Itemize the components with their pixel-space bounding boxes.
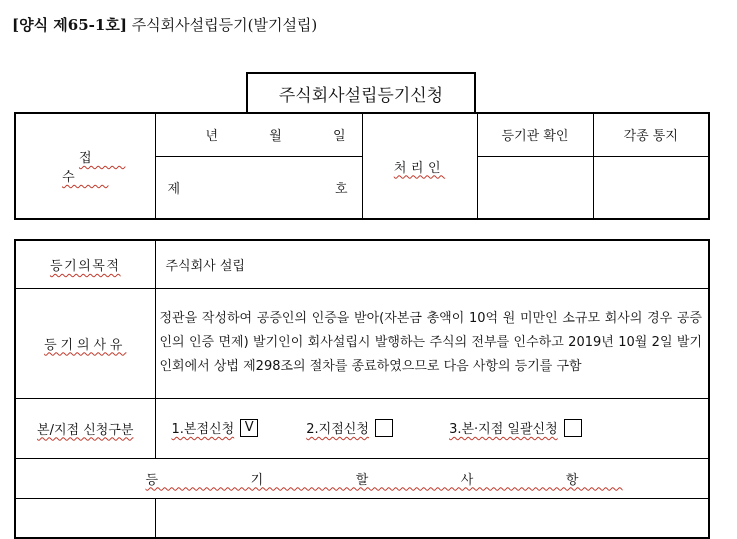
- option-both[interactable]: [449, 418, 582, 439]
- matters-label-cell: [15, 498, 155, 538]
- option-branch-office[interactable]: [306, 418, 393, 439]
- branch-label: 본/지점 신청구분: [37, 422, 134, 438]
- number-suffix: 호: [334, 181, 348, 197]
- form-code-number: [양식 제65-1호]: [12, 16, 127, 34]
- form-code-title: 주식회사설립등기(발기설립): [126, 16, 318, 34]
- option-branch-office-label: 2.지점신청: [306, 421, 369, 437]
- option-head-office[interactable]: [172, 418, 259, 439]
- option-both-label: 3.본·지점 일괄신청: [449, 421, 558, 437]
- option-head-office-checkbox[interactable]: V: [240, 419, 258, 437]
- processor-label: 처리인: [393, 160, 446, 176]
- purpose-label-cell: [15, 240, 155, 288]
- cause-label-cell: [15, 288, 155, 398]
- option-branch-office-checkbox[interactable]: [375, 419, 393, 437]
- number-prefix: 제: [167, 181, 181, 197]
- notifications-cell[interactable]: [593, 156, 709, 219]
- day-label: 일: [332, 129, 346, 145]
- application-table: [14, 239, 710, 539]
- matters-header-cell: [15, 458, 709, 498]
- receipt-table: [14, 112, 710, 220]
- cause-value: 정관을 작성하여 공증인의 인증을 받아(자본금 총액이 10억 원 미만인 소규모 회사의 경우 공증인의 인증 면제) 발기인이 회사설립시 발행하는 주식의 전부를 인수하고 2019년 10월 2일 발기인회에서 상법 제298조의 절차를 종료하였으므로 다음 사항의 등기를 구함: [159, 311, 702, 374]
- registrar-check-cell[interactable]: [477, 156, 593, 219]
- month-label: 월: [269, 129, 282, 145]
- cause-label: 등기의사유: [44, 337, 127, 353]
- receipt-label: 접 수: [62, 151, 126, 185]
- option-head-office-label: 1.본점신청: [171, 421, 235, 437]
- receipt-label-cell: [15, 113, 155, 219]
- receipt-number-cell[interactable]: [155, 156, 362, 219]
- matters-value-cell[interactable]: [155, 498, 709, 538]
- registrar-check-label: 등기관 확인: [501, 129, 569, 145]
- notifications-header: [593, 113, 709, 156]
- branch-options-cell: [155, 398, 709, 458]
- matters-header: 등 기 할 사 항: [145, 472, 623, 488]
- purpose-label: 등기의목적: [49, 258, 121, 274]
- branch-label-cell: [15, 398, 155, 458]
- notifications-label: 각종 통지: [623, 129, 678, 145]
- registrar-check-header: [477, 113, 593, 156]
- form-code: [12, 14, 317, 35]
- option-both-checkbox[interactable]: [564, 419, 582, 437]
- cause-value-cell[interactable]: [155, 288, 709, 398]
- form-title: 주식회사설립등기신청: [246, 72, 476, 112]
- date-cell[interactable]: [155, 113, 362, 156]
- year-label: 년: [205, 129, 219, 145]
- processor-cell: [362, 113, 477, 219]
- purpose-value-cell[interactable]: [155, 240, 709, 288]
- purpose-value: 주식회사 설립: [165, 258, 245, 274]
